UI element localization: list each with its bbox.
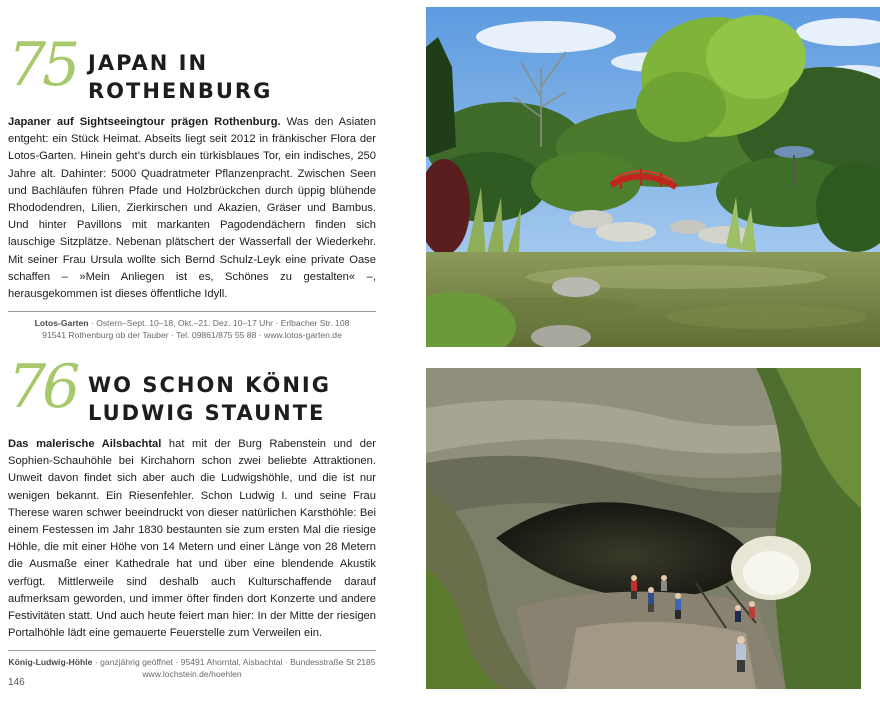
entry-75 bbox=[8, 30, 376, 341]
entry-title-line-2: ROTHENBURG bbox=[88, 79, 273, 103]
entry-text: hat mit der Burg Rabenstein und der Sophien-Schauhöhle bei Kirchahorn schon zwei beliebte Attraktionen. Unweit davon findet sich aber auch die Ludwigshöhle, und die ist nur wenigen bekannt. Ein Riesenfehler. Schon Ludwig I. und seine Frau Therese waren schwer beeindruckt von dieser natürlichen Karsthöhle: Bei einem Festessen im Jahr 1830 bestaunten sie zum ersten Mal die riesige Höhle, die mit einer Höhe von 14 Metern und einer Länge von 28 Metern die Ausmaße einer Kathedrale hat und über eine blendende Akustik verfügt. Mittlerweile sind deshalb auch Kulturschaffende darauf aufmerksam geworden, und immer öfter finden dort Konzerte und andere Festivitäten statt. Und auch heute feiert man hier: In der Mitte der riesigen Portalhöhle lädt eine gemauerte Feuerstelle zum Verweilen ein. bbox=[8, 438, 376, 640]
entry-title bbox=[88, 49, 272, 105]
info-details: · Ostern–Sept. 10–18, Okt.–21. Dez. 10–17 Uhr · Erlbacher Str. 108 bbox=[88, 318, 350, 329]
entry-body bbox=[8, 114, 376, 303]
entry-title-line-1: JAPAN IN bbox=[88, 51, 209, 75]
entry-heading bbox=[8, 352, 376, 436]
entry-number: 75 bbox=[8, 30, 77, 100]
info-name: König-Ludwig-Höhle bbox=[8, 657, 93, 668]
page-number: 146 bbox=[8, 677, 25, 688]
entry-text: Was den Asiaten entgeht: ein Stück Heimat. Abseits liegt seit 2012 in fränkischer Flora der Lotos-Garten. Hinein geht’s durch ein türkisblaues Tor, ein indisches, 250 Jahre alt. Dahinter: 5000 Quadratmeter Pflanzenpracht. Zwischen Seen und Bachläufen führen Pfade und Holzbrückchen durch üppig blühende Rhododendren, Lilien, Zierkirschen und Akazien, Gräser und Bambus. Und hinter Pavillons mit markanten Pagodendächern finden sich lauschige Sitzplätze. Nebenan plätschert der Wasserfall der Wiederkehr. Mit seiner Frau Ursula wollte sich Bernd Schulz-Leyk eine private Oase schaffen – »Mein Anliegen ist es, Schönes zu gestalten« –, herausgekommen ist dieses öffentliche Idyll. bbox=[8, 116, 376, 301]
entry-76 bbox=[8, 352, 376, 680]
entry-title bbox=[88, 371, 331, 427]
entry-title-line-2: LUDWIG STAUNTE bbox=[88, 401, 326, 425]
info-address: www.lochstein.de/hoehlen bbox=[142, 669, 242, 680]
entry-info bbox=[8, 317, 376, 341]
info-name: Lotos-Garten bbox=[34, 318, 89, 329]
entry-number: 76 bbox=[8, 352, 77, 422]
info-details: · ganzjährig geöffnet · 95491 Ahorntal, Aisbachtal · Bundesstraße St 2185 bbox=[92, 657, 376, 668]
entry-lead: Das malerische Ailsbachtal bbox=[8, 438, 162, 450]
divider bbox=[8, 311, 376, 312]
cave-photo bbox=[426, 368, 861, 689]
info-address: 91541 Rothenburg ob der Tauber · Tel. 09861/875 55 88 · www.lotos-garten.de bbox=[42, 330, 342, 341]
cave-illustration bbox=[426, 368, 861, 689]
divider bbox=[8, 650, 376, 651]
entry-body bbox=[8, 436, 376, 642]
entry-lead: Japaner auf Sightseeingtour prägen Rothenburg. bbox=[8, 116, 281, 128]
garden-illustration bbox=[426, 7, 880, 347]
garden-photo bbox=[426, 7, 880, 347]
entry-info bbox=[8, 656, 376, 680]
entry-title-line-1: WO SCHON KÖNIG bbox=[88, 373, 331, 397]
entry-heading bbox=[8, 30, 376, 114]
